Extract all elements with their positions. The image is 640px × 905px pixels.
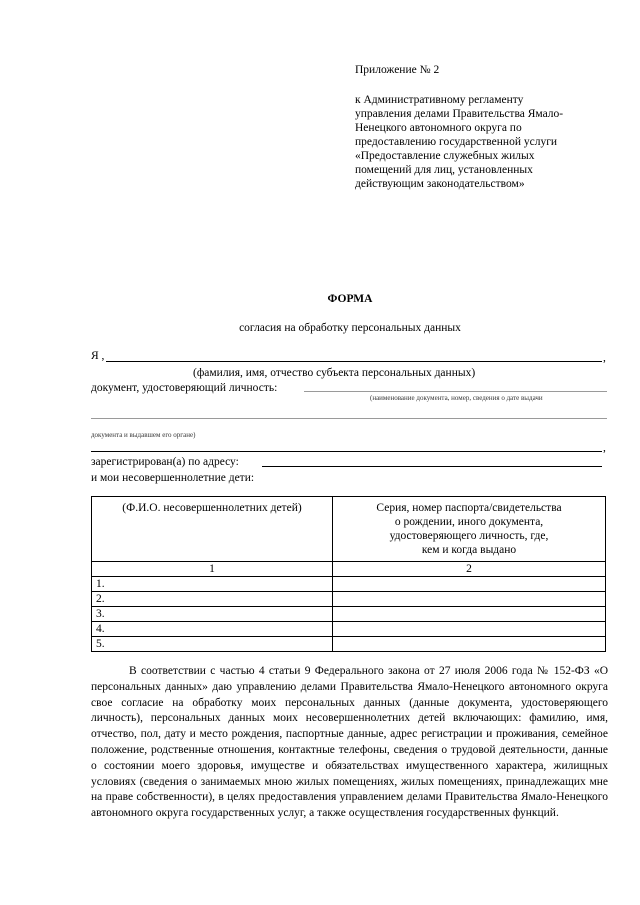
header-fio: (Ф.И.О. несовершеннолетних детей) bbox=[92, 497, 333, 562]
annex-line: действующим законодательством» bbox=[355, 178, 525, 190]
table-header-row bbox=[92, 497, 606, 562]
table-row bbox=[92, 622, 606, 637]
column-number-row bbox=[92, 562, 606, 577]
table-row bbox=[92, 607, 606, 622]
consent-text: В соответствии с частью 4 статьи 9 Федерального закона от 27 июля 2006 года № 152-ФЗ «О персональных данных» даю управлению делами Правительства Ямало-Ненецкого автономного округа свое согласие на обработку моих персональных данных (данные документа, удостоверяющего личность), персональных данных моих несовершеннолетних детей включающих: фамилию, имя, отчество, пол, дату и место рождения, паспортные данные, адрес регистрации и проживания, семейное положение, родственные отношения, контактные телефоны, сведения о трудовой деятельности, данные о состоянии моего здоровья, имуществе и обязательствах имущественного характера, жилищных условиях (сведения о занимаемых мною жилых помещениях, жилых помещениях, принадлежащих мне на праве собственности), в целях предоставления управлением делами Правительства Ямало-Ненецкого автономного округа государственных услуг, а также осуществления государственных функций. bbox=[91, 665, 608, 820]
row-document-cell[interactable] bbox=[333, 577, 606, 592]
row-document-cell[interactable] bbox=[333, 592, 606, 607]
annex-line: помещений для лиц, установленных bbox=[355, 164, 533, 176]
table-row bbox=[92, 592, 606, 607]
document-line-2[interactable] bbox=[91, 418, 607, 419]
fio-caption: (фамилия, имя, отчество субъекта персональных данных) bbox=[193, 367, 476, 379]
row-number[interactable]: 5. bbox=[92, 637, 333, 652]
annex-line: предоставлению государственной услуги bbox=[355, 136, 558, 148]
document-line[interactable] bbox=[304, 391, 607, 392]
document-label: документ, удостоверяющий личность: bbox=[91, 382, 278, 394]
column-number: 2 bbox=[333, 562, 606, 577]
table-row bbox=[92, 577, 606, 592]
row-document-cell[interactable] bbox=[333, 637, 606, 652]
row-number[interactable]: 3. bbox=[92, 607, 333, 622]
row-number[interactable]: 4. bbox=[92, 622, 333, 637]
document-caption: (наименование документа, номер, сведения о дате выдачи bbox=[370, 394, 543, 402]
annex-title: Приложение № 2 bbox=[355, 64, 440, 76]
row-document-cell[interactable] bbox=[333, 622, 606, 637]
annex-line: к Административному регламенту bbox=[355, 94, 524, 106]
document-line-3[interactable] bbox=[91, 451, 602, 452]
column-number: 1 bbox=[92, 562, 333, 577]
registered-label: зарегистрирован(а) по адресу: bbox=[91, 456, 239, 468]
table-row bbox=[92, 637, 606, 652]
header-document-line: удостоверяющего личность, где, bbox=[389, 530, 549, 542]
document-caption-cont: документа и выдавшем его органе) bbox=[91, 431, 196, 439]
address-line[interactable] bbox=[262, 466, 602, 467]
annex-line: «Предоставление служебных жилых bbox=[355, 150, 535, 162]
annex-line: Ненецкого автономного округа по bbox=[355, 122, 522, 134]
header-document bbox=[333, 497, 606, 562]
row-number[interactable]: 2. bbox=[92, 592, 333, 607]
row-document-cell[interactable] bbox=[333, 607, 606, 622]
line-end-comma: , bbox=[603, 442, 606, 454]
children-table bbox=[91, 496, 606, 652]
annex-line: управления делами Правительства Ямало- bbox=[355, 108, 564, 120]
header-document-line: кем и когда выдано bbox=[421, 544, 517, 556]
form-title: ФОРМА bbox=[327, 293, 373, 305]
row-number[interactable]: 1. bbox=[92, 577, 333, 592]
line-end-comma: , bbox=[603, 352, 606, 364]
form-subtitle: согласия на обработку персональных данных bbox=[239, 322, 461, 334]
i-prefix: Я , bbox=[91, 350, 105, 362]
header-document-line: Серия, номер паспорта/свидетельства bbox=[376, 502, 562, 514]
children-label: и мои несовершеннолетние дети: bbox=[91, 472, 255, 484]
header-document-line: о рождении, иного документа, bbox=[394, 516, 544, 528]
fio-line[interactable] bbox=[106, 361, 602, 362]
